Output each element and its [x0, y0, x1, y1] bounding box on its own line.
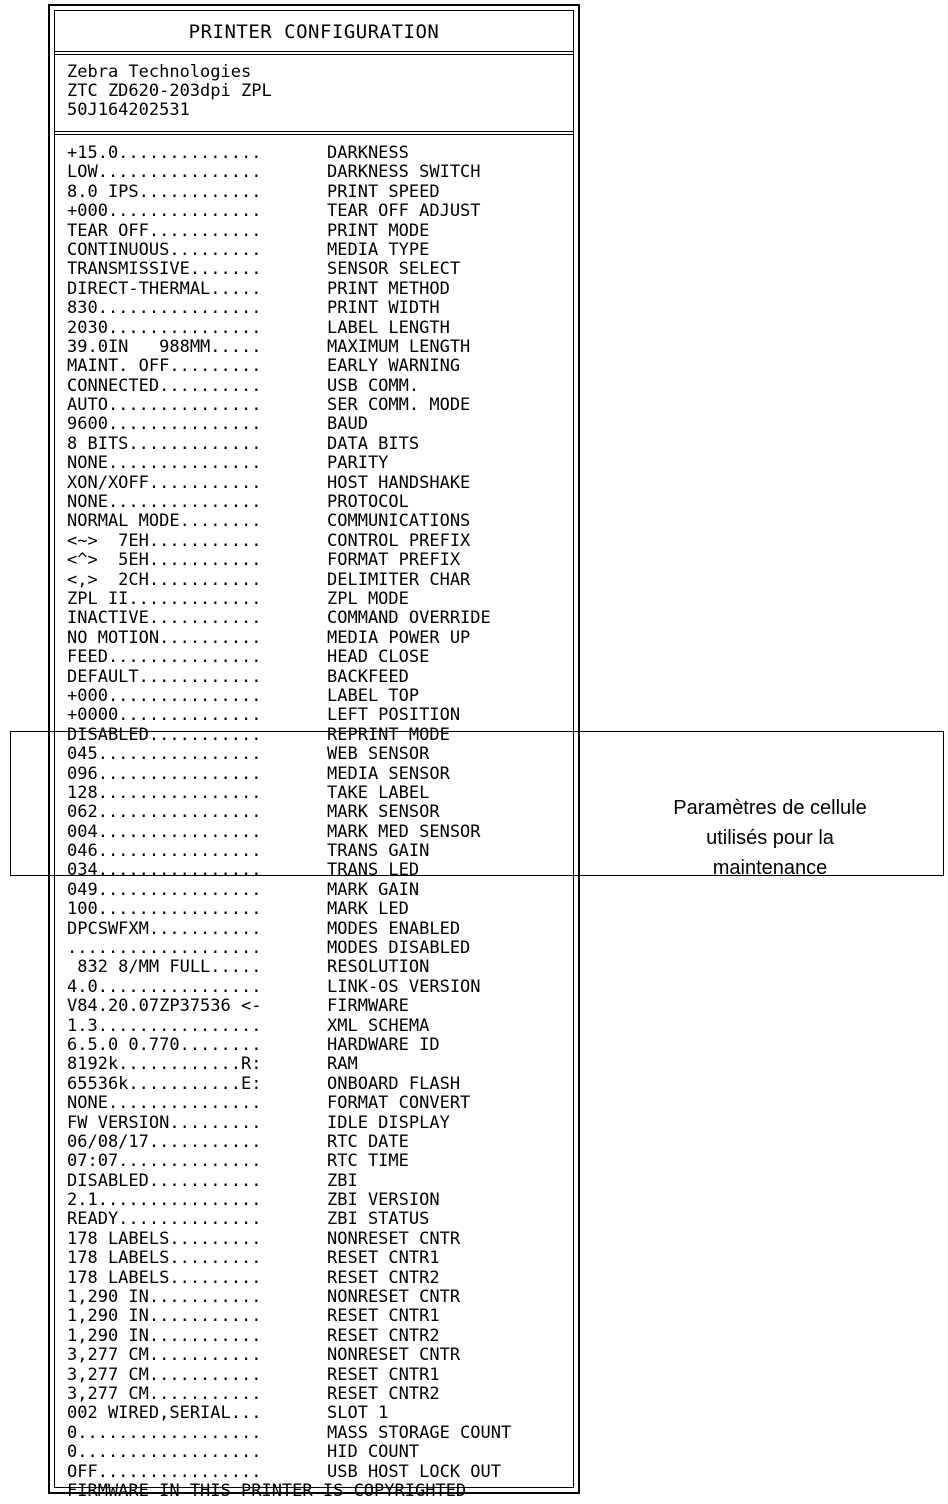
setting-value: DISABLED...........	[67, 724, 262, 745]
setting-value: 3,277 CM...........	[67, 1345, 262, 1366]
setting-row	[67, 454, 577, 473]
setting-name: RTC DATE	[327, 1131, 409, 1152]
setting-name: MEDIA SENSOR	[327, 763, 450, 784]
setting-value: 06/08/17...........	[67, 1131, 262, 1152]
setting-row	[67, 1114, 577, 1133]
setting-name: ZPL MODE	[327, 588, 409, 609]
setting-name: PRINT METHOD	[327, 278, 450, 299]
setting-name: RESET CNTR1	[327, 1364, 440, 1385]
setting-row	[67, 338, 577, 357]
setting-row	[67, 958, 577, 977]
setting-value: ...................	[67, 938, 262, 959]
setting-name: MEDIA TYPE	[327, 239, 430, 260]
setting-value: 096................	[67, 763, 262, 784]
setting-value: 1,290 IN...........	[67, 1306, 262, 1327]
setting-value: NONE...............	[67, 453, 262, 474]
setting-row	[67, 260, 577, 279]
printout-title: PRINTER CONFIGURATION	[188, 21, 440, 43]
setting-value: 0..................	[67, 1442, 262, 1463]
setting-row	[67, 1366, 577, 1385]
setting-name: FIRMWARE	[327, 996, 409, 1017]
setting-row	[67, 512, 577, 531]
setting-row	[67, 1055, 577, 1074]
setting-value: 8.0 IPS............	[67, 181, 262, 202]
setting-row	[67, 435, 577, 454]
setting-value: CONNECTED..........	[67, 375, 262, 396]
copyright-notice: FIRMWARE IN THIS PRINTER IS COPYRIGHTED	[67, 1480, 467, 1501]
setting-value: 8192k............R:	[67, 1054, 262, 1075]
setting-row	[67, 551, 577, 570]
setting-value: MAINT. OFF.........	[67, 356, 262, 377]
setting-value: 1.3................	[67, 1015, 262, 1036]
setting-value: 002 WIRED,SERIAL...	[67, 1403, 262, 1424]
setting-row	[67, 1404, 577, 1423]
setting-name: LEFT POSITION	[327, 705, 461, 726]
setting-name: MODES ENABLED	[327, 918, 461, 939]
setting-name: ZBI VERSION	[327, 1190, 440, 1211]
setting-row	[67, 706, 577, 725]
setting-name: BAUD	[327, 414, 368, 435]
setting-row	[67, 687, 577, 706]
setting-name: RESET CNTR2	[327, 1267, 440, 1288]
setting-value: INACTIVE...........	[67, 608, 262, 629]
setting-row	[67, 396, 577, 415]
setting-row	[67, 474, 577, 493]
setting-row	[67, 493, 577, 512]
setting-name: HID COUNT	[327, 1442, 420, 1463]
setting-row	[67, 202, 577, 221]
setting-value: 100................	[67, 899, 262, 920]
setting-name: TEAR OFF ADJUST	[327, 201, 481, 222]
setting-row	[67, 668, 577, 687]
title-divider	[55, 51, 573, 55]
setting-row	[67, 1036, 577, 1055]
setting-value: 0..................	[67, 1422, 262, 1443]
setting-value: 2.1................	[67, 1190, 262, 1211]
setting-row	[67, 1327, 577, 1346]
setting-row	[67, 590, 577, 609]
setting-name: RESET CNTR1	[327, 1248, 440, 1269]
setting-name: PROTOCOL	[327, 492, 409, 513]
setting-name: FORMAT PREFIX	[327, 550, 461, 571]
setting-name: MARK LED	[327, 899, 409, 920]
setting-name: DELIMITER CHAR	[327, 569, 471, 590]
setting-value: 6.5.0 0.770........	[67, 1034, 262, 1055]
setting-value: NONE...............	[67, 1093, 262, 1114]
setting-row	[67, 1424, 577, 1443]
setting-name: PARITY	[327, 453, 389, 474]
setting-value: +0000..............	[67, 705, 262, 726]
setting-row	[67, 1443, 577, 1462]
header-divider	[55, 131, 573, 135]
setting-value: OFF................	[67, 1461, 262, 1482]
setting-name: USB HOST LOCK OUT	[327, 1461, 501, 1482]
setting-name: ZBI STATUS	[327, 1209, 430, 1230]
setting-name: WEB SENSOR	[327, 744, 430, 765]
setting-value: ZPL II.............	[67, 588, 262, 609]
maintenance-callout-label	[620, 793, 920, 883]
setting-row	[67, 1385, 577, 1404]
setting-value: 034................	[67, 860, 262, 881]
setting-name: DARKNESS	[327, 143, 409, 163]
serial-number: 50J164202531	[67, 100, 190, 120]
callout-line: Paramètres de cellule	[673, 797, 867, 819]
setting-value: 178 LABELS.........	[67, 1228, 262, 1249]
setting-row	[67, 1249, 577, 1268]
setting-name: CONTROL PREFIX	[327, 530, 471, 551]
setting-value: 3,277 CM...........	[67, 1364, 262, 1385]
setting-name: PRINT WIDTH	[327, 298, 440, 319]
setting-row	[67, 532, 577, 551]
setting-row	[67, 1288, 577, 1307]
setting-value: 178 LABELS.........	[67, 1248, 262, 1269]
setting-row	[67, 319, 577, 338]
setting-row	[67, 900, 577, 919]
setting-name: MASS STORAGE COUNT	[327, 1422, 512, 1443]
setting-name: MEDIA POWER UP	[327, 627, 471, 648]
setting-row	[67, 939, 577, 958]
setting-value: CONTINUOUS.........	[67, 239, 262, 260]
setting-name: SENSOR SELECT	[327, 259, 461, 280]
setting-row	[67, 1172, 577, 1191]
setting-value: 8 BITS.............	[67, 433, 262, 454]
setting-value: FW VERSION.........	[67, 1112, 262, 1133]
setting-row	[67, 1463, 577, 1482]
setting-row	[67, 1346, 577, 1365]
setting-name: FORMAT CONVERT	[327, 1093, 471, 1114]
setting-value: 832 8/MM FULL.....	[67, 957, 262, 978]
setting-row	[67, 997, 577, 1016]
setting-value: DPCSWFXM...........	[67, 918, 262, 939]
setting-name: TRANS GAIN	[327, 841, 430, 862]
setting-value: DISABLED...........	[67, 1170, 262, 1191]
setting-name: MODES DISABLED	[327, 938, 471, 959]
setting-name: HOST HANDSHAKE	[327, 472, 471, 493]
setting-name: MARK MED SENSOR	[327, 821, 481, 842]
model: ZTC ZD620-203dpi ZPL	[67, 81, 272, 101]
setting-row	[67, 609, 577, 628]
setting-name: HEAD CLOSE	[327, 647, 430, 668]
setting-value: 2030...............	[67, 317, 262, 338]
setting-name: LINK-OS VERSION	[327, 976, 481, 997]
setting-row	[67, 222, 577, 241]
setting-name: LABEL LENGTH	[327, 317, 450, 338]
setting-name: TRANS LED	[327, 860, 420, 881]
setting-name: RAM	[327, 1054, 358, 1075]
setting-value: <,> 2CH...........	[67, 569, 262, 590]
setting-value: 128................	[67, 782, 262, 803]
setting-value: 049................	[67, 879, 262, 900]
setting-name: COMMUNICATIONS	[327, 511, 471, 532]
setting-value: +15.0..............	[67, 143, 262, 163]
setting-name: ZBI	[327, 1170, 358, 1191]
setting-row	[67, 648, 577, 667]
setting-value: NORMAL MODE........	[67, 511, 262, 532]
setting-value: 39.0IN 988MM.....	[67, 336, 262, 357]
setting-row	[67, 978, 577, 997]
setting-name: MAXIMUM LENGTH	[327, 336, 471, 357]
setting-row	[67, 571, 577, 590]
setting-name: XML SCHEMA	[327, 1015, 430, 1036]
setting-row	[67, 1230, 577, 1249]
setting-row	[67, 144, 577, 163]
setting-name: PRINT SPEED	[327, 181, 440, 202]
setting-name: COMMAND OVERRIDE	[327, 608, 491, 629]
setting-name: HARDWARE ID	[327, 1034, 440, 1055]
setting-value: V84.20.07ZP37536 <-	[67, 996, 262, 1017]
setting-value: 830................	[67, 298, 262, 319]
setting-value: READY..............	[67, 1209, 262, 1230]
setting-value: 1,290 IN...........	[67, 1325, 262, 1346]
setting-name: EARLY WARNING	[327, 356, 461, 377]
setting-value: 178 LABELS.........	[67, 1267, 262, 1288]
setting-row	[67, 1269, 577, 1288]
setting-name: RTC TIME	[327, 1151, 409, 1172]
setting-name: SLOT 1	[327, 1403, 389, 1424]
manufacturer: Zebra Technologies	[67, 62, 252, 82]
setting-row	[67, 1210, 577, 1229]
setting-name: LABEL TOP	[327, 685, 420, 706]
setting-row	[67, 920, 577, 939]
setting-row	[67, 183, 577, 202]
setting-row	[67, 1307, 577, 1326]
setting-value: 07:07..............	[67, 1151, 262, 1172]
setting-value: 1,290 IN...........	[67, 1287, 262, 1308]
setting-value: XON/XOFF...........	[67, 472, 262, 493]
setting-row	[67, 163, 577, 182]
setting-name: MARK SENSOR	[327, 802, 440, 823]
setting-name: RESET CNTR1	[327, 1306, 440, 1327]
setting-name: RESET CNTR2	[327, 1384, 440, 1404]
printer-identity	[67, 63, 272, 120]
setting-row	[67, 1133, 577, 1152]
setting-name: USB COMM.	[327, 375, 420, 396]
setting-name: IDLE DISPLAY	[327, 1112, 450, 1133]
setting-name: NONRESET CNTR	[327, 1287, 461, 1308]
setting-row	[67, 377, 577, 396]
setting-value: <^> 5EH...........	[67, 550, 262, 571]
setting-value: 062................	[67, 802, 262, 823]
setting-value: AUTO...............	[67, 395, 262, 416]
setting-name: SER COMM. MODE	[327, 395, 471, 416]
setting-value: 3,277 CM...........	[67, 1384, 262, 1404]
setting-row	[67, 1152, 577, 1171]
setting-value: TEAR OFF...........	[67, 220, 262, 241]
setting-value: <~> 7EH...........	[67, 530, 262, 551]
callout-line: maintenance	[712, 857, 828, 879]
setting-row	[67, 629, 577, 648]
setting-value: 65536k...........E:	[67, 1073, 262, 1094]
setting-value: +000...............	[67, 201, 262, 222]
setting-name: MARK GAIN	[327, 879, 420, 900]
setting-name: DATA BITS	[327, 433, 420, 454]
setting-name: PRINT MODE	[327, 220, 430, 241]
setting-name: REPRINT MODE	[327, 724, 450, 745]
setting-name: ONBOARD FLASH	[327, 1073, 461, 1094]
setting-name: RESET CNTR2	[327, 1325, 440, 1346]
setting-value: 045................	[67, 744, 262, 765]
setting-value: 4.0................	[67, 976, 262, 997]
setting-row	[67, 1191, 577, 1210]
setting-value: +000...............	[67, 685, 262, 706]
setting-value: NO MOTION..........	[67, 627, 262, 648]
setting-row	[67, 415, 577, 434]
setting-row	[67, 1017, 577, 1036]
setting-row	[67, 241, 577, 260]
setting-value: 004................	[67, 821, 262, 842]
setting-value: FEED...............	[67, 647, 262, 668]
setting-name: RESOLUTION	[327, 957, 430, 978]
setting-value: TRANSMISSIVE.......	[67, 259, 262, 280]
setting-name: NONRESET CNTR	[327, 1345, 461, 1366]
setting-value: 046................	[67, 841, 262, 862]
setting-row	[67, 881, 577, 900]
setting-name: NONRESET CNTR	[327, 1228, 461, 1249]
setting-name: BACKFEED	[327, 666, 409, 687]
setting-name: TAKE LABEL	[327, 782, 430, 803]
setting-row	[67, 1075, 577, 1094]
setting-value: DEFAULT............	[67, 666, 262, 687]
setting-row	[67, 280, 577, 299]
setting-name: DARKNESS SWITCH	[327, 162, 481, 183]
setting-row	[67, 299, 577, 318]
setting-row	[67, 1094, 577, 1113]
setting-value: DIRECT-THERMAL.....	[67, 278, 262, 299]
setting-row	[67, 357, 577, 376]
setting-value: NONE...............	[67, 492, 262, 513]
setting-value: LOW................	[67, 162, 262, 183]
setting-value: 9600...............	[67, 414, 262, 435]
callout-line: utilisés pour la	[706, 827, 834, 849]
